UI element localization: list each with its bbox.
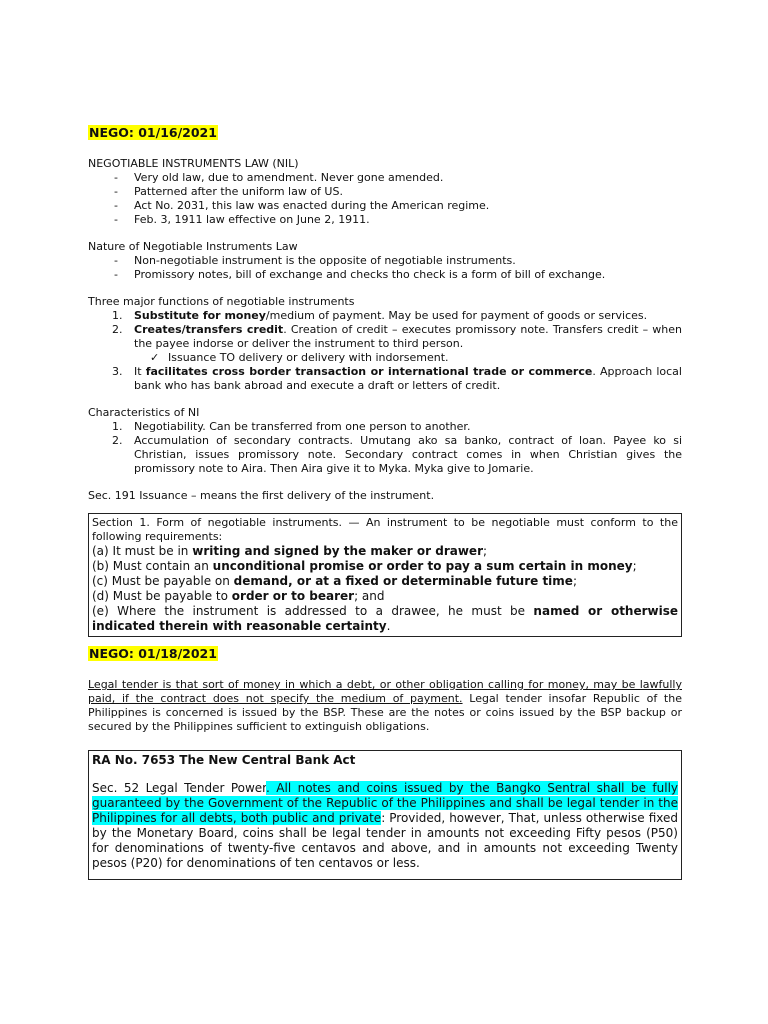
ra-title bbox=[92, 753, 678, 768]
requirement-b bbox=[92, 559, 678, 574]
req-text: (b) Must contain an bbox=[92, 559, 213, 573]
nil-list bbox=[88, 171, 682, 227]
characteristic-text: Negotiability. Can be transferred from one person to another. bbox=[134, 420, 471, 433]
list-item bbox=[88, 434, 682, 476]
req-text: (a) It must be in bbox=[92, 544, 193, 558]
nil-title: NEGOTIABLE INSTRUMENTS LAW (NIL) bbox=[88, 157, 299, 170]
req-text: (e) Where the instrument is addressed to a drawee, he must be bbox=[92, 604, 534, 618]
sec52-rest: : Provided, however, That, unless otherwise fixed by the Monetary Board, coins shall be legal tender in amounts not exceeding Fifty pesos (P50) for denominations of twenty-five centavos and above, and in amounts not exceeding Twenty pesos (P20) for denominations of ten centavos or less. bbox=[92, 811, 678, 870]
function-pre: It bbox=[134, 365, 146, 378]
check-list bbox=[88, 351, 682, 365]
req-bold: named or otherwise indicated therein with reasonable certainty bbox=[92, 604, 679, 633]
legal-tender-rest: Legal tender insofar Republic of the Philippines is concerned is issued by the BSP. These are the notes or coins issued by the BSP backup or secured by the Philippines sufficient to extinguish obligations. bbox=[88, 692, 682, 733]
function-bold: Substitute for money bbox=[134, 309, 266, 322]
req-text: ; bbox=[632, 559, 637, 573]
sec52-label: Sec. 52 Legal Tender Power bbox=[92, 781, 267, 795]
date-label: NEGO: 01/18/2021 bbox=[89, 646, 217, 661]
requirement-c bbox=[92, 574, 678, 589]
list-item: - Very old law, due to amendment. Never gone amended. bbox=[88, 171, 682, 185]
check-item: ✓ Issuance TO delivery or delivery with indorsement. bbox=[88, 351, 682, 365]
list-item bbox=[88, 420, 682, 434]
list-item: - Patterned after the uniform law of US. bbox=[88, 185, 682, 199]
list-number: 3. bbox=[112, 365, 123, 378]
requirement-a bbox=[92, 544, 678, 559]
req-text: ; bbox=[482, 544, 488, 558]
list-item: - Promissory notes, bill of exchange and checks tho check is a form of bill of exchange. bbox=[88, 268, 682, 282]
functions-list-cont bbox=[88, 365, 682, 393]
legal-tender-paragraph bbox=[88, 678, 682, 734]
list-number: 2. bbox=[112, 323, 123, 336]
section-date-heading-2 bbox=[88, 647, 682, 662]
req-bold: writing and signed by the maker or drawer bbox=[192, 544, 483, 558]
req-text: ; and bbox=[354, 589, 385, 603]
list-item: - Non-negotiable instrument is the opposite of negotiable instruments. bbox=[88, 254, 682, 268]
req-text: ; bbox=[572, 574, 577, 588]
req-bold: unconditional promise or order to pay a sum certain in money bbox=[212, 559, 633, 573]
req-text: . bbox=[386, 619, 391, 633]
ra-title-text: RA No. 7653 The New Central Bank Act bbox=[92, 753, 356, 767]
list-item: - Act No. 2031, this law was enacted during the American regime. bbox=[88, 199, 682, 213]
section1-box bbox=[88, 513, 682, 637]
ra-7653-box bbox=[88, 750, 682, 880]
legal-tender-definition: Legal tender is that sort of money in which a debt, or other obligation calling for money, may be lawfully paid, if the contract does not specify the medium of payment. bbox=[88, 678, 682, 705]
date-label: NEGO: 01/16/2021 bbox=[89, 125, 217, 140]
nature-title: Nature of Negotiable Instruments Law bbox=[88, 240, 298, 253]
functions-title: Three major functions of negotiable instruments bbox=[88, 295, 355, 308]
sec52-paragraph bbox=[92, 781, 678, 871]
function-bold: Creates/transfers credit bbox=[134, 323, 284, 336]
list-item bbox=[88, 323, 682, 351]
function-bold: facilitates cross border transaction or international trade or commerce bbox=[145, 365, 593, 378]
sec52-highlight: . All notes and coins issued by the Bangko Sentral shall be fully guaranteed by the Government of the Republic of the Philippines and shall be legal tender in the Philippines for all debts, both public and private bbox=[92, 781, 678, 825]
req-bold: demand, or at a fixed or determinable future time bbox=[233, 574, 573, 588]
list-number: 2. bbox=[112, 434, 123, 447]
functions-list bbox=[88, 309, 682, 351]
nature-list bbox=[88, 254, 682, 282]
requirement-e bbox=[92, 604, 678, 634]
characteristics-list bbox=[88, 420, 682, 476]
list-item bbox=[88, 309, 682, 323]
list-item: - Feb. 3, 1911 law effective on June 2, 1911. bbox=[88, 213, 682, 227]
document-content bbox=[88, 126, 682, 880]
characteristics-title: Characteristics of NI bbox=[88, 406, 200, 419]
list-number: 1. bbox=[112, 309, 123, 322]
req-text: (d) Must be payable to bbox=[92, 589, 232, 603]
sec191-text: Sec. 191 Issuance – means the first delivery of the instrument. bbox=[88, 489, 435, 502]
characteristic-text: Accumulation of secondary contracts. Umutang ako sa banko, contract of loan. Payee ko si Christian, issues promissory note. Secondary contract comes in when Christian gives the promissory note to Aira. Then Aira give it to Myka. Myka give to Jomarie. bbox=[134, 434, 682, 475]
req-bold: order or to bearer bbox=[231, 589, 355, 603]
function-text: /medium of payment. May be used for payment of goods or services. bbox=[265, 309, 648, 322]
section-date-heading bbox=[88, 126, 682, 141]
function-text: . Approach local bank who has bank abroad and execute a draft or letters of credit. bbox=[134, 365, 682, 392]
section1-intro: Section 1. Form of negotiable instruments. — An instrument to be negotiable must conform to the following requirements: bbox=[92, 516, 678, 543]
requirement-d bbox=[92, 589, 678, 604]
list-item bbox=[88, 365, 682, 393]
function-text: . Creation of credit – executes promissory note. Transfers credit – when the payee indorse or deliver the instrument to third person. bbox=[134, 323, 683, 350]
req-text: (c) Must be payable on bbox=[92, 574, 234, 588]
list-number: 1. bbox=[112, 420, 123, 433]
